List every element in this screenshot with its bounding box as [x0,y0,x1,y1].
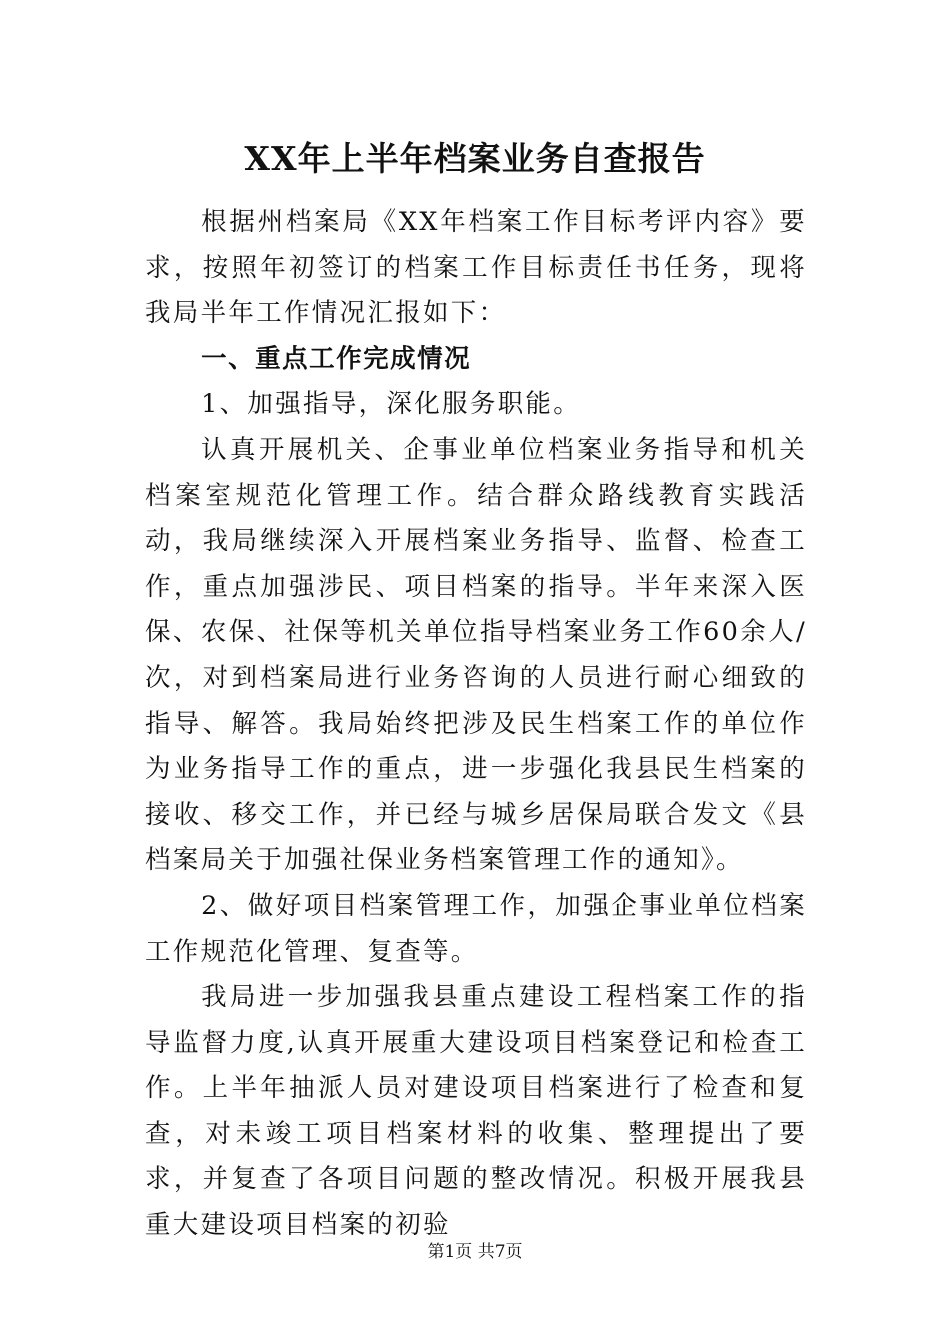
body-paragraph-2: 我局进一步加强我县重点建设工程档案工作的指导监督力度,认真开展重大建设项目档案登记和检查工作。上半年抽派人员对建设项目档案进行了检查和复查，对未竣工项目档案材料的收集、整理提出了要求，并复查了各项目问题的整改情况。积极开展我县重大建设项目档案的初验 [145,982,807,1241]
document-body [145,200,807,1249]
subheading-2: 2、做好项目档案管理工作，加强企事业单位档案工作规范化管理、复查等。 [145,890,807,967]
body-paragraph-1: 认真开展机关、企事业单位档案业务指导和机关档案室规范化管理工作。结合群众路线教育实践活动，我局继续深入开展档案业务指导、监督、检查工作，重点加强涉民、项目档案的指导。半年来深入医保、农保、社保等机关单位指导档案业务工作60余人/次，对到档案局进行业务咨询的人员进行耐心细致的指导、解答。我局始终把涉及民生档案工作的单位作为业务指导工作的重点，进一步强化我县民生档案的接收、移交工作，并已经与城乡居保局联合发文《县档案局关于加强社保业务档案管理工作的通知》。 [145,434,807,876]
intro-paragraph: 根据州档案局《XX年档案工作目标考评内容》要求，按照年初签订的档案工作目标责任书任务，现将我局半年工作情况汇报如下： [145,207,807,329]
page-footer: 第1页 共7页 [427,1242,523,1262]
subheading-1: 1、加强指导，深化服务职能。 [201,389,582,420]
document-title: XX年上半年档案业务自查报告 [244,139,706,178]
section-heading: 一、重点工作完成情况 [201,343,472,374]
